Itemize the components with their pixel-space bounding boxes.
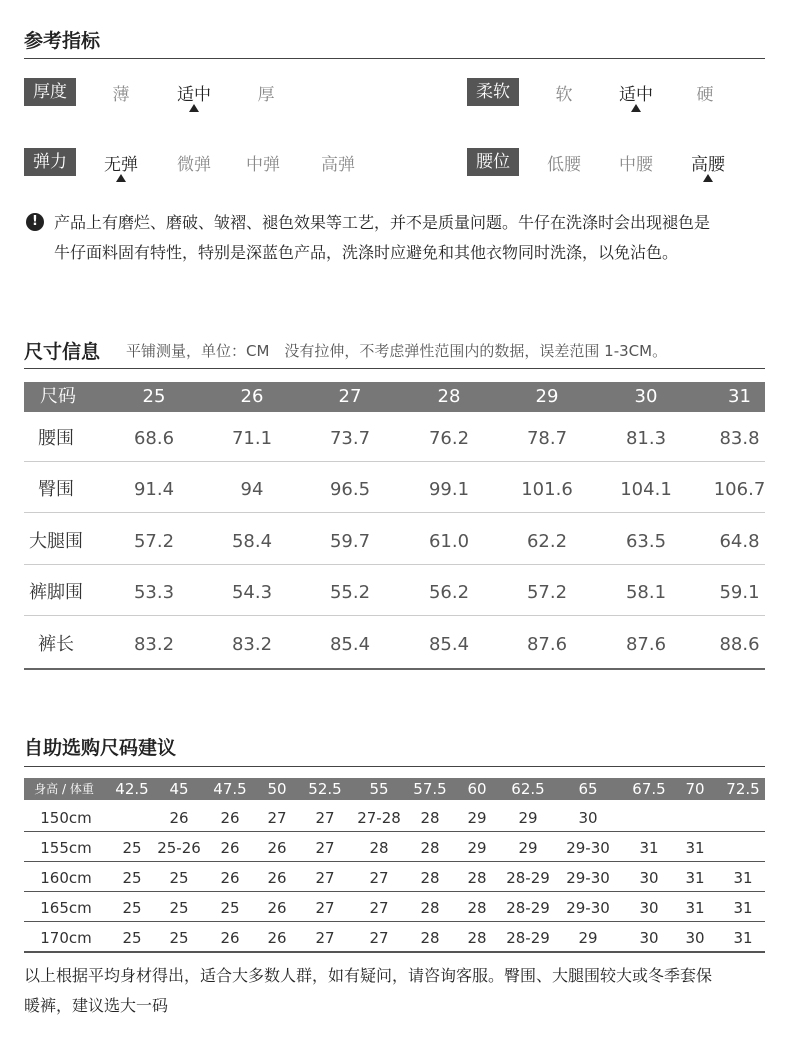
row-divider xyxy=(24,861,765,862)
advice-header-col: 65 xyxy=(578,780,598,798)
table-cell: 30 xyxy=(639,869,659,887)
table-cell: 104.1 xyxy=(620,479,672,501)
table-cell: 101.6 xyxy=(521,479,573,501)
table-cell: 25 xyxy=(122,929,142,947)
table-cell xyxy=(716,803,770,833)
table-cell: 28 xyxy=(420,899,440,917)
size-table-header xyxy=(24,382,765,412)
table-cell: 28 xyxy=(467,929,487,947)
table-cell: 58.4 xyxy=(231,530,273,552)
table-cell: 28 xyxy=(420,839,440,857)
size-info-title: 尺寸信息 xyxy=(24,341,101,363)
option-elasticity-2: 中弹 xyxy=(246,155,280,175)
table-cell: 29 xyxy=(467,839,487,857)
table-cell: 59.1 xyxy=(719,582,760,604)
exclamation-circle-icon: ! xyxy=(26,213,44,231)
table-cell: 29 xyxy=(518,839,538,857)
option-waist-0: 低腰 xyxy=(547,155,581,175)
option-waist-1: 中腰 xyxy=(619,155,653,175)
option-elasticity-0: 无弹 xyxy=(104,155,138,175)
table-cell: 87.6 xyxy=(625,633,667,655)
table-cell: 26 xyxy=(220,809,240,827)
table-cell: 25 xyxy=(220,899,240,917)
table-row xyxy=(24,803,765,833)
table-row xyxy=(24,923,765,953)
table-cell: 31 xyxy=(733,869,753,887)
size-header-col: 29 xyxy=(535,386,559,407)
advice-header-col: 70 xyxy=(685,780,705,798)
advice-header-col: 47.5 xyxy=(213,780,247,798)
row-label: 155cm xyxy=(40,839,92,857)
table-cell: 28 xyxy=(420,809,440,827)
advice-header-col: 45 xyxy=(169,780,189,798)
table-cell: 27 xyxy=(267,809,287,827)
row-divider xyxy=(24,831,765,832)
advice-header-col: 57.5 xyxy=(413,780,447,798)
table-cell: 99.1 xyxy=(428,479,470,501)
table-row xyxy=(24,464,765,515)
tag-softness: 柔软 xyxy=(467,78,519,106)
row-divider xyxy=(24,951,765,953)
table-cell: 31 xyxy=(733,929,753,947)
table-cell: 30 xyxy=(578,809,598,827)
table-cell: 30 xyxy=(685,929,705,947)
notice-line-2: 牛仔面料固有特性，特别是深蓝色产品，洗涤时应避免和其他衣物同时洗涤，以免沾色。 xyxy=(54,243,679,262)
table-cell: 71.1 xyxy=(231,428,273,449)
table-cell: 27-28 xyxy=(357,809,401,827)
advice-header-col: 72.5 xyxy=(726,780,760,798)
row-label: 165cm xyxy=(40,899,92,917)
table-cell xyxy=(620,803,678,833)
table-cell: 83.2 xyxy=(133,633,175,655)
row-label: 150cm xyxy=(40,809,92,827)
table-cell: 53.3 xyxy=(133,582,175,604)
table-cell: 78.7 xyxy=(526,428,568,449)
table-cell: 96.5 xyxy=(329,479,371,501)
row-divider xyxy=(24,512,765,513)
option-thickness-1: 适中 xyxy=(177,85,211,105)
table-cell: 29 xyxy=(578,929,598,947)
advice-footer-line-2: 暖裤，建议选大一码 xyxy=(24,996,169,1015)
table-cell: 57.2 xyxy=(526,582,568,604)
table-cell: 28 xyxy=(420,929,440,947)
table-cell: 26 xyxy=(220,929,240,947)
table-cell: 63.5 xyxy=(625,530,667,552)
table-cell: 91.4 xyxy=(133,479,175,501)
row-divider xyxy=(24,461,765,462)
table-cell: 26 xyxy=(220,839,240,857)
table-cell: 27 xyxy=(315,839,335,857)
table-cell: 29-30 xyxy=(566,899,610,917)
table-cell: 27 xyxy=(315,809,335,827)
advice-header-col: 42.5 xyxy=(115,780,149,798)
table-cell: 88.6 xyxy=(719,633,760,655)
table-cell: 29-30 xyxy=(566,869,610,887)
table-cell: 25 xyxy=(122,899,142,917)
table-cell: 30 xyxy=(639,899,659,917)
table-cell: 25 xyxy=(169,899,189,917)
table-cell: 25 xyxy=(122,839,142,857)
size-header-col: 26 xyxy=(240,386,264,407)
size-table-bottom-rule xyxy=(24,668,765,670)
table-cell: 29-30 xyxy=(566,839,610,857)
table-row xyxy=(24,413,765,464)
table-cell: 64.8 xyxy=(719,530,760,552)
reference-title: 参考指标 xyxy=(24,30,101,52)
table-cell: 26 xyxy=(267,899,287,917)
selected-marker-icon xyxy=(116,174,126,182)
table-cell: 27 xyxy=(315,869,335,887)
size-header-col: 31 xyxy=(728,386,751,407)
table-cell xyxy=(676,803,714,833)
option-softness-1: 适中 xyxy=(619,85,653,105)
size-advice-divider xyxy=(24,766,765,767)
table-cell xyxy=(106,803,158,833)
table-cell: 25-26 xyxy=(157,839,201,857)
table-cell: 27 xyxy=(369,869,389,887)
table-cell: 94 xyxy=(240,479,264,501)
row-label: 大腿围 xyxy=(29,530,83,552)
table-cell: 26 xyxy=(267,929,287,947)
row-divider xyxy=(24,891,765,892)
advice-header-col: 60 xyxy=(467,780,487,798)
size-header-label: 尺码 xyxy=(40,386,76,407)
table-cell: 30 xyxy=(639,929,659,947)
tag-waist: 腰位 xyxy=(467,148,519,176)
advice-table-header xyxy=(24,778,765,800)
table-row xyxy=(24,567,765,618)
table-cell: 31 xyxy=(685,869,705,887)
option-softness-0: 软 xyxy=(555,85,573,105)
advice-header-label: 身高 / 体重 xyxy=(34,782,94,796)
table-cell: 31 xyxy=(685,899,705,917)
table-cell: 81.3 xyxy=(625,428,667,449)
table-cell: 25 xyxy=(122,869,142,887)
table-row xyxy=(24,619,765,670)
table-cell: 54.3 xyxy=(231,582,273,604)
table-cell: 31 xyxy=(733,899,753,917)
reference-divider xyxy=(24,58,765,59)
row-divider xyxy=(24,921,765,922)
selected-marker-icon xyxy=(189,104,199,112)
advice-header-col: 55 xyxy=(369,780,389,798)
table-cell: 106.7 xyxy=(713,479,766,501)
table-cell: 58.1 xyxy=(625,582,667,604)
selected-marker-icon xyxy=(703,174,713,182)
table-cell: 87.6 xyxy=(526,633,568,655)
table-cell: 27 xyxy=(369,929,389,947)
table-cell: 28 xyxy=(467,899,487,917)
table-cell: 27 xyxy=(315,929,335,947)
table-cell: 83.8 xyxy=(719,428,760,449)
table-cell: 26 xyxy=(267,869,287,887)
size-advice-title: 自助选购尺码建议 xyxy=(24,737,177,759)
option-elasticity-3: 高弹 xyxy=(321,155,355,175)
table-row xyxy=(24,863,765,893)
table-cell: 26 xyxy=(169,809,189,827)
advice-footer-line-1: 以上根据平均身材得出，适合大多数人群，如有疑问，请咨询客服。臀围、大腿围较大或冬季套保 xyxy=(24,966,713,985)
table-cell: 28 xyxy=(467,869,487,887)
selected-marker-icon xyxy=(631,104,641,112)
size-header-col: 27 xyxy=(338,386,362,407)
table-cell xyxy=(716,833,770,863)
table-cell: 76.2 xyxy=(428,428,470,449)
table-row xyxy=(24,833,765,863)
table-cell: 25 xyxy=(169,929,189,947)
table-cell: 26 xyxy=(267,839,287,857)
table-cell: 85.4 xyxy=(329,633,371,655)
size-header-col: 28 xyxy=(437,386,461,407)
table-cell: 28 xyxy=(420,869,440,887)
option-softness-2: 硬 xyxy=(696,85,714,105)
table-row xyxy=(24,516,765,567)
row-label: 裤长 xyxy=(38,633,74,655)
table-cell: 59.7 xyxy=(329,530,371,552)
row-label: 腰围 xyxy=(38,428,74,449)
table-cell: 61.0 xyxy=(428,530,470,552)
table-cell: 27 xyxy=(315,899,335,917)
table-cell: 55.2 xyxy=(329,582,371,604)
option-waist-2: 高腰 xyxy=(691,155,725,175)
row-divider xyxy=(24,564,765,565)
table-cell: 26 xyxy=(220,869,240,887)
advice-header-col: 67.5 xyxy=(632,780,666,798)
table-cell: 28-29 xyxy=(506,869,550,887)
size-header-col: 30 xyxy=(634,386,658,407)
tag-elasticity: 弹力 xyxy=(24,148,76,176)
table-cell: 73.7 xyxy=(329,428,371,449)
table-cell: 28-29 xyxy=(506,929,550,947)
table-cell: 27 xyxy=(369,899,389,917)
table-cell: 28-29 xyxy=(506,899,550,917)
table-cell: 25 xyxy=(169,869,189,887)
table-cell: 83.2 xyxy=(231,633,273,655)
size-info-subtitle: 平铺测量，单位：CM 没有拉伸，不考虑弹性范围内的数据，误差范围 1-3CM。 xyxy=(126,342,668,360)
advice-header-col: 52.5 xyxy=(308,780,342,798)
table-row xyxy=(24,893,765,923)
table-cell: 29 xyxy=(467,809,487,827)
option-thickness-2: 厚 xyxy=(257,85,275,105)
size-header-col: 25 xyxy=(142,386,166,407)
advice-header-col: 62.5 xyxy=(511,780,545,798)
table-cell: 62.2 xyxy=(526,530,568,552)
table-cell: 29 xyxy=(518,809,538,827)
table-cell: 85.4 xyxy=(428,633,470,655)
row-label: 170cm xyxy=(40,929,92,947)
table-cell: 57.2 xyxy=(133,530,175,552)
table-cell: 56.2 xyxy=(428,582,470,604)
option-elasticity-1: 微弹 xyxy=(177,155,211,175)
advice-header-col: 50 xyxy=(267,780,287,798)
row-divider xyxy=(24,615,765,616)
notice-line-1: 产品上有磨烂、磨破、皱褶、褪色效果等工艺，并不是质量问题。牛仔在洗涤时会出现褪色是 xyxy=(54,213,711,232)
table-cell: 31 xyxy=(685,839,705,857)
table-cell: 28 xyxy=(369,839,389,857)
row-label: 裤脚围 xyxy=(29,582,83,604)
row-label: 臀围 xyxy=(38,479,74,501)
table-cell: 31 xyxy=(639,839,659,857)
row-label: 160cm xyxy=(40,869,92,887)
option-thickness-0: 薄 xyxy=(112,85,130,105)
size-info-divider xyxy=(24,368,765,369)
table-cell: 68.6 xyxy=(133,428,175,449)
tag-thickness: 厚度 xyxy=(24,78,76,106)
